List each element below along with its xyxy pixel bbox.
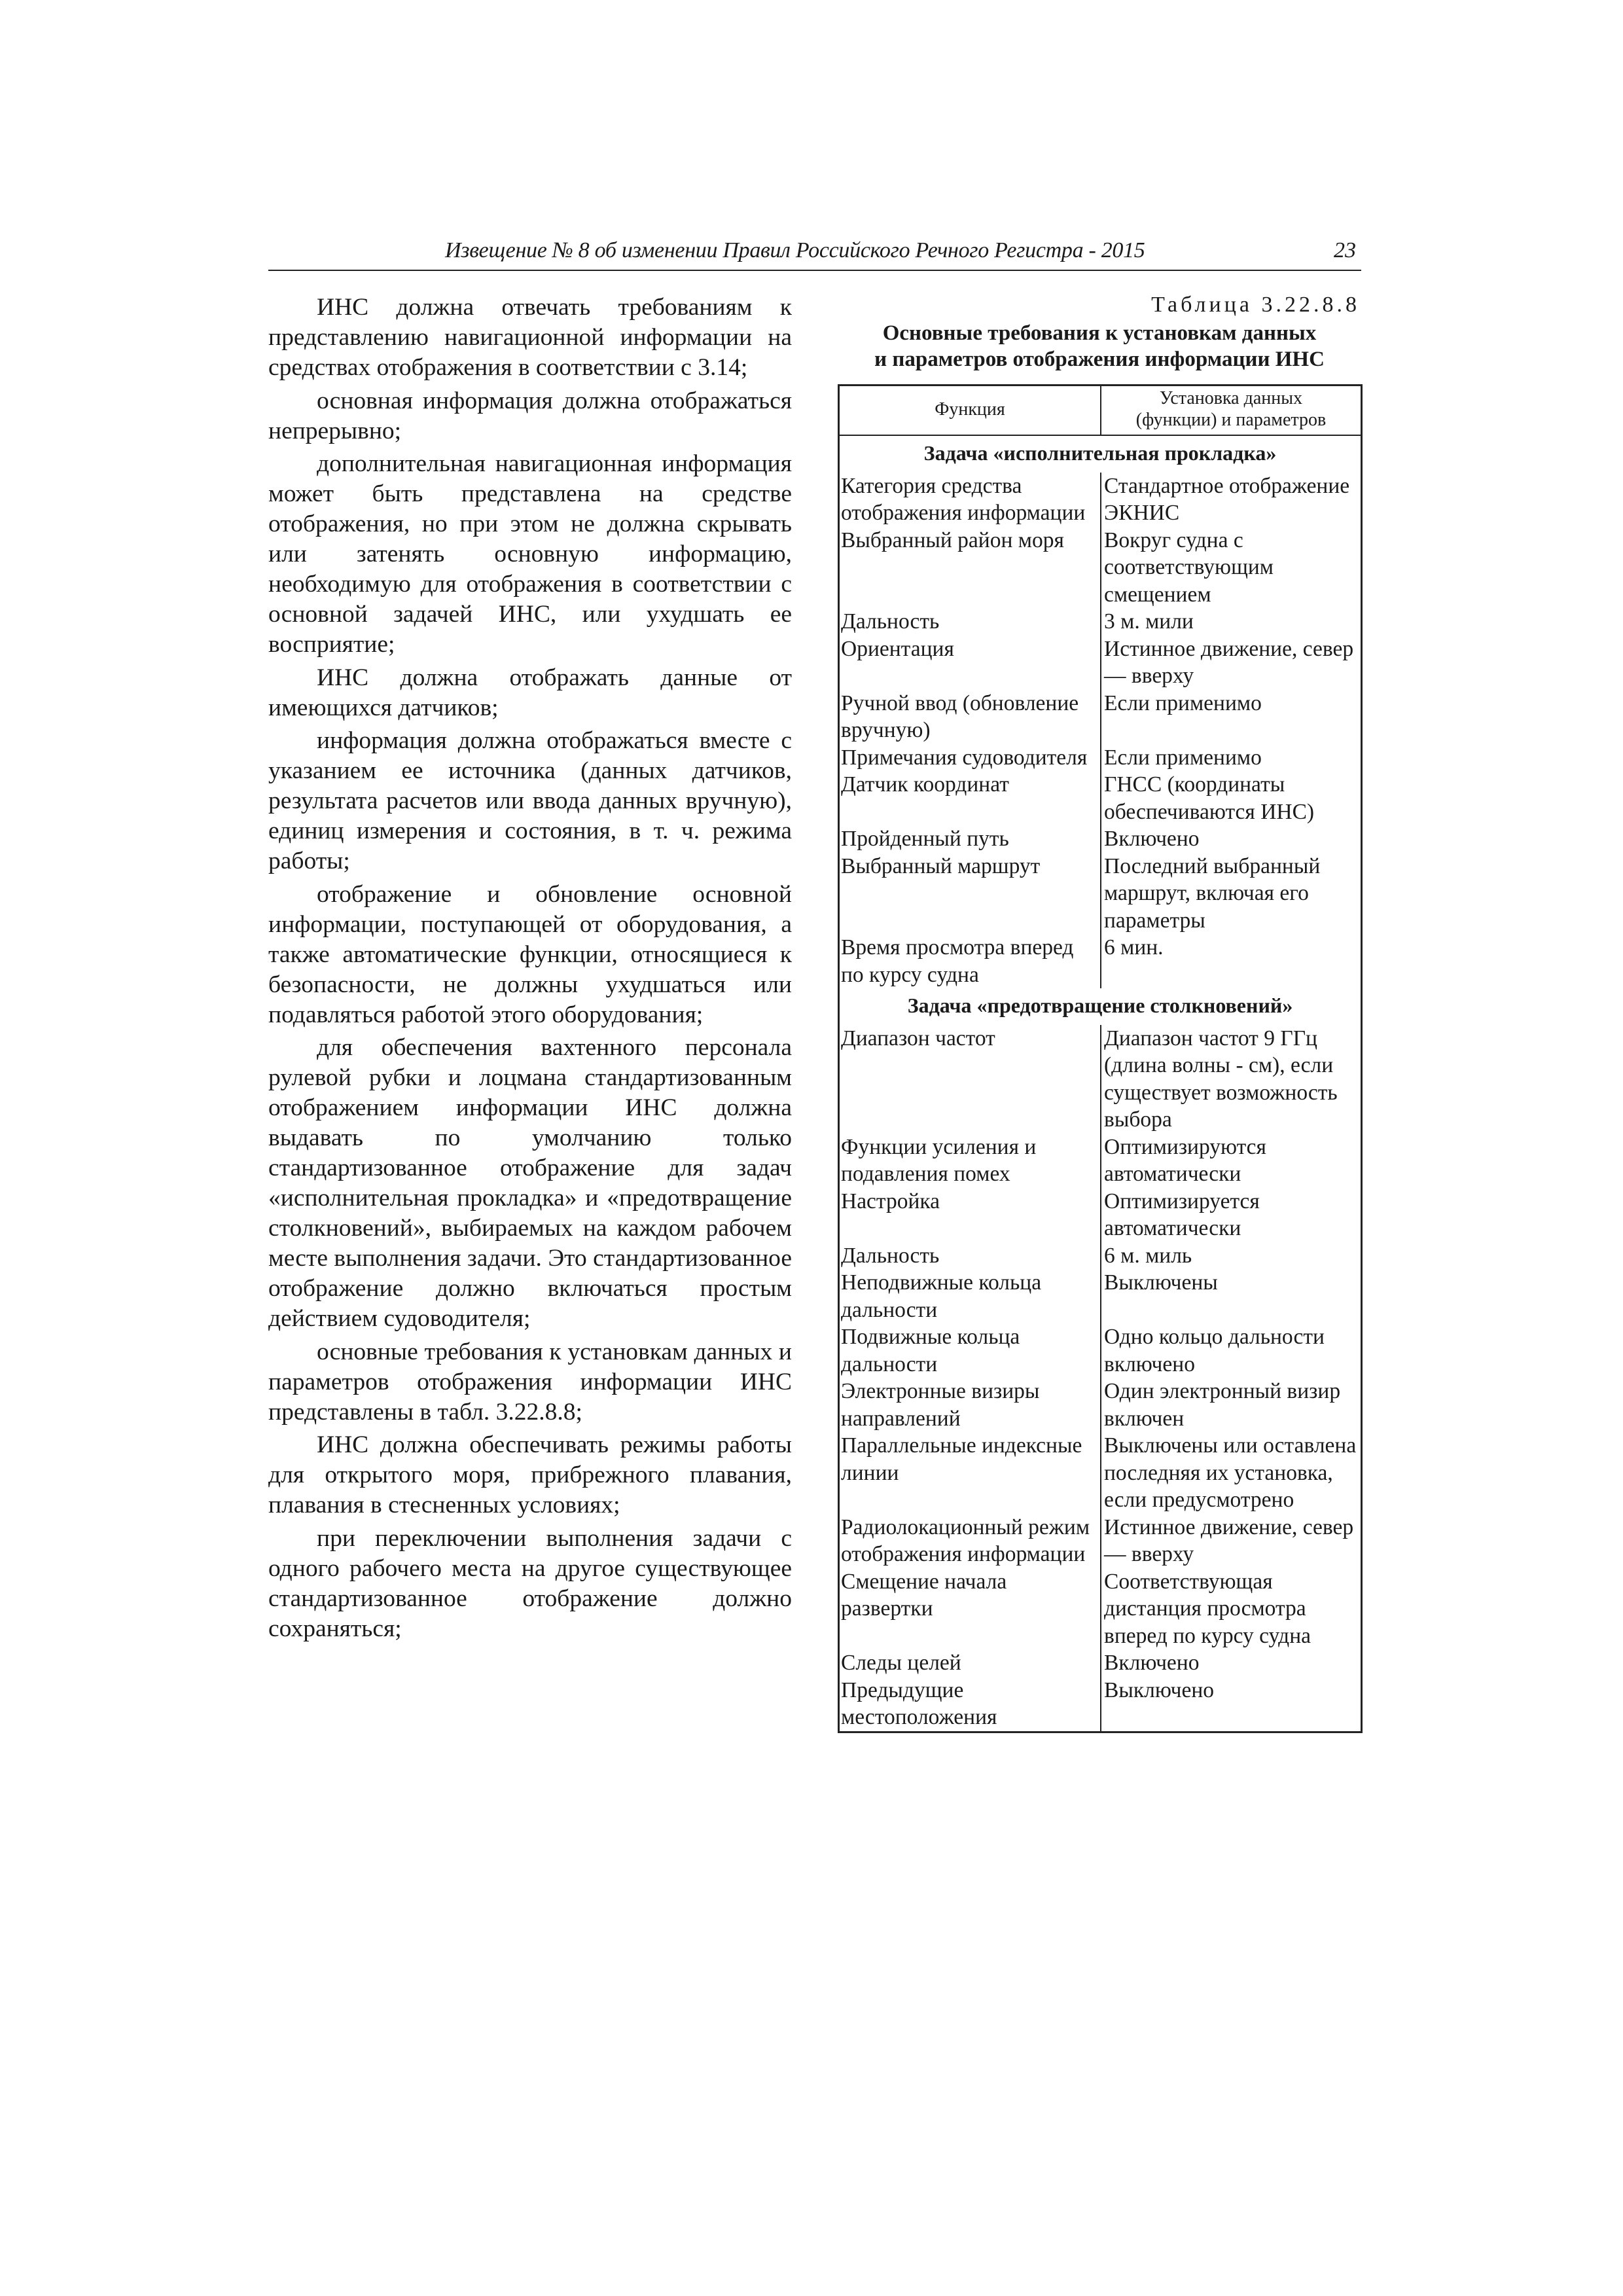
paragraph: при переключении выполнения задачи с одного рабочего места на другое существующее стандартизованное отображение должно сохраняться; <box>268 1524 792 1642</box>
function-cell: Пройденный путь <box>839 825 1101 853</box>
column-header-setting <box>1101 386 1362 436</box>
paragraph: основные требования к установкам данных и параметров отображения информации ИНС представлены в табл. 3.22.8.8; <box>268 1338 792 1426</box>
table-row <box>839 825 1362 853</box>
table-row <box>839 1649 1362 1677</box>
table-row <box>839 1323 1362 1378</box>
function-cell: Смещение начала развертки <box>839 1568 1101 1650</box>
paragraph: отображение и обновление основной информации, поступающей от оборудования, а также автоматические функции, относящиеся к безопасности, не должны ухудшаться или подавляться работой этого оборудования; <box>268 880 792 1028</box>
function-cell: Электронные визиры направлений <box>839 1378 1101 1432</box>
paragraph: дополнительная навигационная информация может быть представлена на средстве отображения, но при этом не должна скрывать или затенять основную информацию, необходимую для отображения в соответствии с основной задачей ИНС, или ухудшать ее восприятие; <box>268 450 792 658</box>
left-text-column <box>268 293 792 1647</box>
setting-cell: 6 м. миль <box>1104 1243 1192 1268</box>
function-cell: Категория средства отображения информации <box>839 473 1101 527</box>
column-header-line: (функции) и параметров <box>1135 410 1327 430</box>
setting-cell: ГНСС (координаты обеспечиваются ИНС) <box>1104 772 1315 824</box>
setting-cell: Включено <box>1104 827 1200 851</box>
table-row <box>839 527 1362 609</box>
right-table-column <box>838 293 1361 1733</box>
table-number: Таблица 3.22.8.8 <box>1151 293 1360 317</box>
table-header-row <box>839 386 1362 436</box>
function-cell: Настройка <box>839 1188 1101 1242</box>
table-row <box>839 1514 1362 1568</box>
table-row <box>839 1568 1362 1650</box>
setting-cell: Выключены или оставлена последняя их установка, если предусмотрено <box>1104 1433 1357 1512</box>
setting-cell: Включено <box>1104 1651 1200 1675</box>
function-cell: Ручной ввод (обновление вручную) <box>839 690 1101 744</box>
table-row <box>839 1134 1362 1188</box>
table-title-line: Основные требования к установкам данных <box>882 321 1317 345</box>
function-cell: Выбранный маршрут <box>839 853 1101 935</box>
table-row <box>839 1378 1362 1432</box>
setting-cell: Соответствующая дистанция просмотра вперед по курсу судна <box>1104 1569 1311 1648</box>
table-row <box>839 690 1362 744</box>
column-header-function: Функция <box>839 386 1101 436</box>
function-cell: Ориентация <box>839 636 1101 690</box>
setting-cell: Вокруг судна с соответствующим смещением <box>1104 528 1274 607</box>
paragraph: основная информация должна отображаться непрерывно; <box>268 387 792 444</box>
setting-cell: Если применимо <box>1104 745 1262 770</box>
setting-cell: Последний выбранный маршрут, включая его параметры <box>1104 853 1321 933</box>
table-section-title: Задача «предотвращение столкновений» <box>907 994 1293 1017</box>
settings-table <box>838 384 1363 1733</box>
function-cell: Датчик координат <box>839 771 1101 825</box>
function-cell: Дальность <box>839 608 1101 636</box>
table-body <box>839 435 1362 1732</box>
table-row <box>839 771 1362 825</box>
function-cell: Следы целей <box>839 1649 1101 1677</box>
table-title-line: и параметров отображения информации ИНС <box>874 348 1325 371</box>
paragraph: информация должна отображаться вместе с указанием ее источника (данных датчиков, результата расчетов или ввода данных вручную), единиц измерения и состояния, в т. ч. режима работы; <box>268 727 792 874</box>
setting-cell: Истинное движение, север — вверху <box>1104 1515 1354 1566</box>
setting-cell: Истинное движение, север — вверху <box>1104 636 1354 688</box>
setting-cell: 6 мин. <box>1104 935 1164 960</box>
setting-cell: Оптимизируется автоматически <box>1104 1189 1260 1240</box>
function-cell: Подвижные кольца дальности <box>839 1323 1101 1378</box>
paragraph: для обеспечения вахтенного персонала рулевой рубки и лоцмана стандартизованным отображением информации ИНС должна выдавать по умолчанию только стандартизованное отображение для задач «исполнительная прокладка» и «предотвращение столкновений», выбираемых на каждом рабочем месте выполнения задачи. Это стандартизованное отображение должно включаться простым действием судоводителя; <box>268 1034 792 1332</box>
table-section-title: Задача «исполнительная прокладка» <box>923 441 1277 465</box>
running-header <box>268 237 1361 271</box>
table-row <box>839 934 1362 988</box>
function-cell: Выбранный район моря <box>839 527 1101 609</box>
setting-cell: Стандартное отображение ЭКНИС <box>1104 473 1350 525</box>
page-number: 23 <box>1334 238 1356 262</box>
header-title: Извещение № 8 об изменении Правил Российского Речного Регистра - 2015 <box>445 238 1145 262</box>
function-cell: Неподвижные кольца дальности <box>839 1269 1101 1323</box>
table-row <box>839 744 1362 772</box>
table-row <box>839 853 1362 935</box>
setting-cell: Выключено <box>1104 1677 1214 1702</box>
table-title <box>838 320 1361 372</box>
table-section-row <box>839 435 1362 473</box>
function-cell: Дальность <box>839 1242 1101 1270</box>
setting-cell: 3 м. мили <box>1104 609 1194 634</box>
table-row <box>839 1432 1362 1514</box>
paragraph: ИНС должна отвечать требованиям к представлению навигационной информации на средствах отображения в соответствии с 3.14; <box>268 294 792 381</box>
setting-cell: Оптимизируются автоматически <box>1104 1134 1266 1186</box>
table-row <box>839 1025 1362 1134</box>
table-row <box>839 1677 1362 1732</box>
function-cell: Примечания судоводителя <box>839 744 1101 772</box>
table-section-row <box>839 988 1362 1025</box>
function-cell: Радиолокационный режим отображения информации <box>839 1514 1101 1568</box>
table-row <box>839 636 1362 690</box>
paragraph: ИНС должна обеспечивать режимы работы для открытого моря, прибрежного плавания, плавания в стесненных условиях; <box>268 1431 792 1518</box>
paragraph: ИНС должна отображать данные от имеющихся датчиков; <box>268 664 792 721</box>
table-row <box>839 473 1362 527</box>
function-cell: Функции усиления и подавления помех <box>839 1134 1101 1188</box>
table-row <box>839 1269 1362 1323</box>
table-row <box>839 608 1362 636</box>
function-cell: Параллельные индексные линии <box>839 1432 1101 1514</box>
table-row <box>839 1188 1362 1242</box>
setting-cell: Выключены <box>1104 1270 1218 1295</box>
function-cell: Предыдущие местоположения <box>839 1677 1101 1732</box>
function-cell: Диапазон частот <box>839 1025 1101 1134</box>
setting-cell: Если применимо <box>1104 691 1262 715</box>
setting-cell: Одно кольцо дальности включено <box>1104 1325 1325 1376</box>
table-row <box>839 1242 1362 1270</box>
function-cell: Время просмотра вперед по курсу судна <box>839 934 1101 988</box>
column-header-line: Установка данных <box>1159 388 1303 408</box>
setting-cell: Один электронный визир включен <box>1104 1379 1341 1431</box>
setting-cell: Диапазон частот 9 ГГц (длина волны - см), если существует возможность выбора <box>1104 1026 1338 1132</box>
